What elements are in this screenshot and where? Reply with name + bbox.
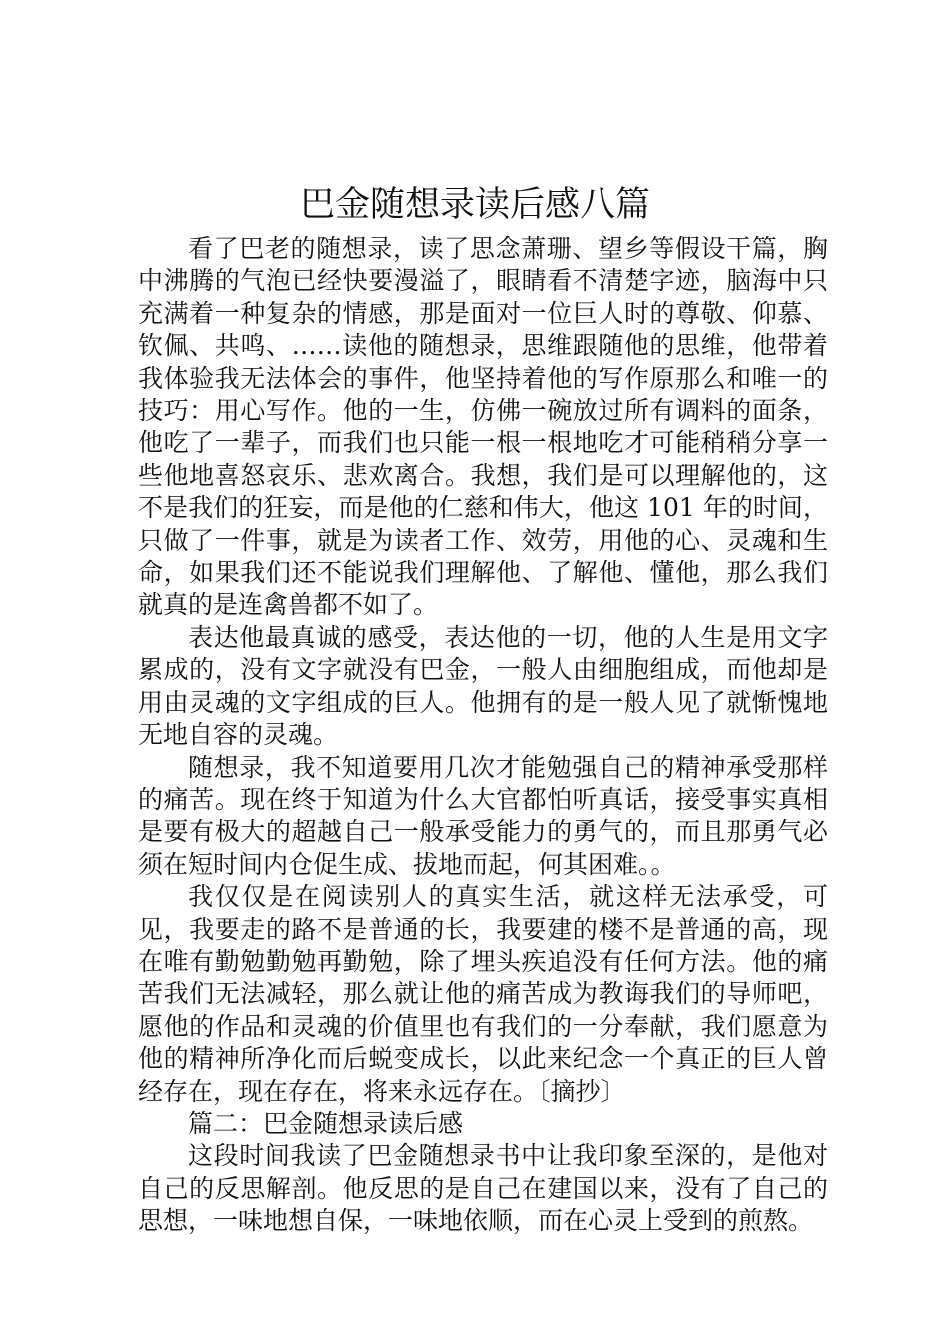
paragraph: 这段时间我读了巴金随想录书中让我印象至深的，是他对自己的反思解剖。他反思的是自己在建国以来，没有了自己的思想，一味地想自保，一味地依顺，而在心灵上受到的煎熬。 [138, 1141, 828, 1236]
document-body [138, 233, 828, 1238]
paragraph: 表达他最真诚的感受，表达他的一切，他的人生是用文字累成的，没有文字就没有巴金，一般人由细胞组成，而他却是用由灵魂的文字组成的巨人。他拥有的是一般人见了就惭愧地无地自容的灵魂。 [138, 622, 828, 750]
section-heading: 篇二：巴金随想录读后感 [188, 1108, 464, 1138]
document-title: 巴金随想录读后感八篇 [299, 185, 650, 225]
paragraph: 看了巴老的随想录，读了思念萧珊、望乡等假设干篇，胸中沸腾的气泡已经快要漫溢了，眼睛看不清楚字迹，脑海中只充满着一种复杂的情感，那是面对一位巨人时的尊敬、仰慕、钦佩、共鸣、……读他的随想录，思维跟随他的思维，他带着我体验我无法体会的事件，他坚持着他的写作原那么和唯一的技巧：用心写作。他的一生，仿佛一碗放过所有调料的面条，他吃了一辈子，而我们也只能一根一根地吃才可能稍稍分享一些他地喜怒哀乐、悲欢离合。我想，我们是可以理解他的，这不是我们的狂妄，而是他的仁慈和伟大，他这 101 年的时间，只做了一件事，就是为读者工作、效劳，用他的心、灵魂和生命，如果我们还不能说我们理解他、了解他、懂他，那么我们就真的是连禽兽都不如了。 [138, 234, 828, 620]
paragraph: 随想录，我不知道要用几次才能勉强自己的精神承受那样的痛苦。现在终于知道为什么大官都怕听真话，接受事实真相是要有极大的超越自己一般承受能力的勇气的，而且那勇气必须在短时间内仓促生成、拔地而起，何其困难。。 [138, 752, 828, 879]
paragraph: 我仅仅是在阅读别人的真实生活，就这样无法承受，可见，我要走的路不是普通的长，我要建的楼不是普通的高，现在唯有勤勉勤勉再勤勉，除了埋头疾追没有任何方法。他的痛苦我们无法减轻，那么就让他的痛苦成为教诲我们的导师吧，愿他的作品和灵魂的价值里也有我们的一分奉献，我们愿意为他的精神所净化而后蜕变成长，以此来纪念一个真正的巨人曾经存在，现在存在，将来永远存在。〔摘抄〕 [138, 882, 828, 1106]
